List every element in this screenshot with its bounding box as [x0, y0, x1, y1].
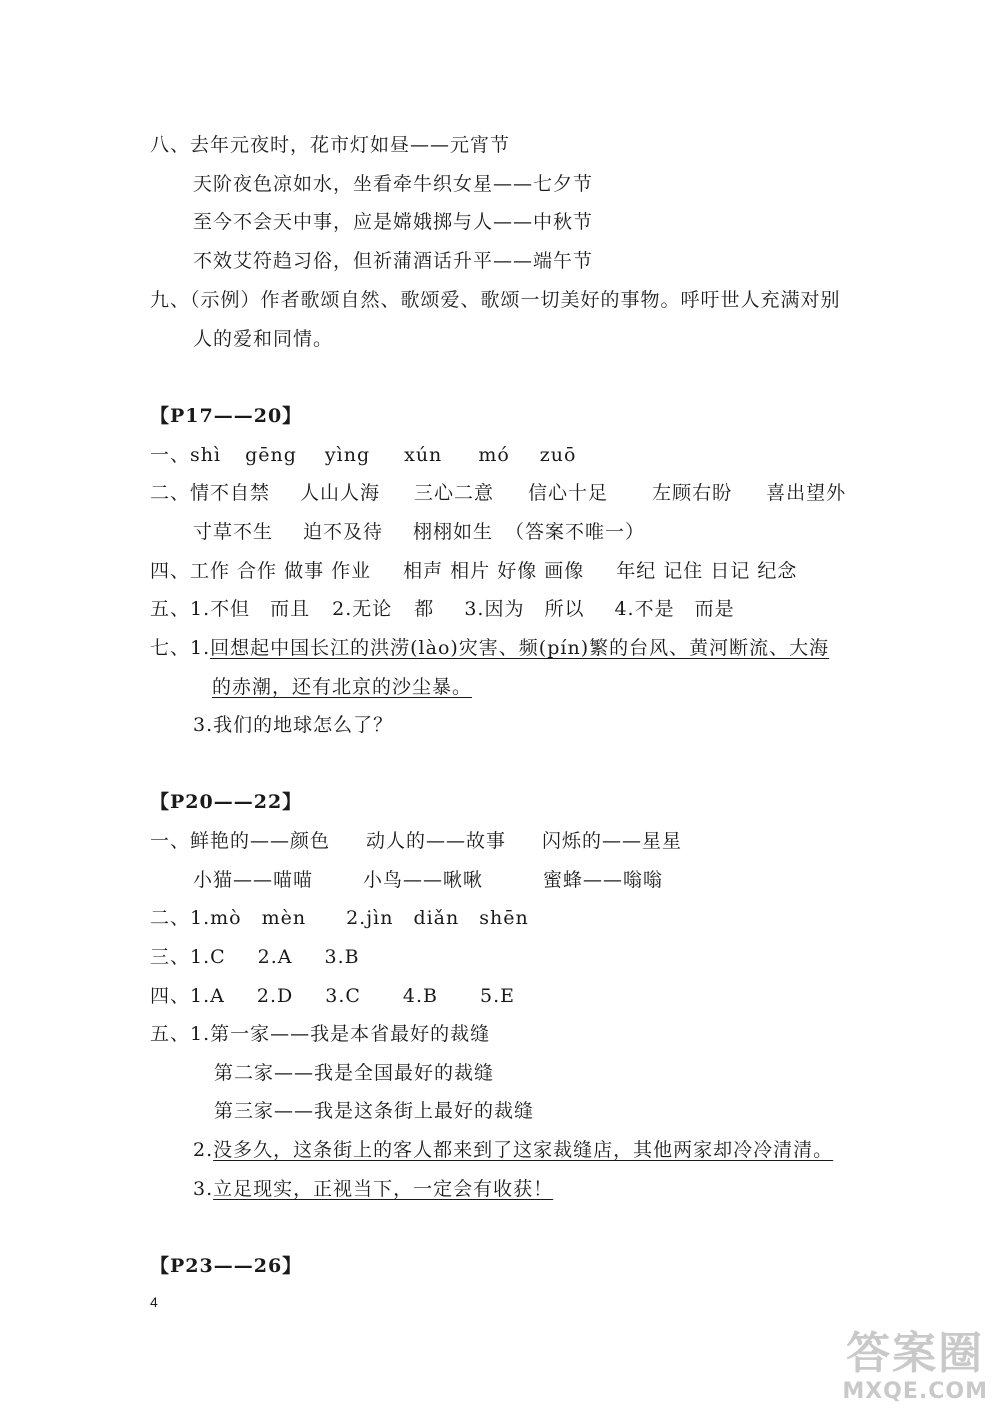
choice-answer: 四、1.A [150, 985, 225, 1007]
word-group: 年纪 记住 日记 纪念 [616, 560, 798, 582]
pinyin-item: mèn [261, 907, 307, 929]
idiom: 人山人海 [300, 482, 381, 504]
idiom: 三心二意 [414, 482, 495, 504]
conjunction: 五、1.不但 [150, 598, 251, 620]
pinyin-item: shēn [479, 907, 529, 929]
match-pair: 闪烁的——星星 [542, 830, 683, 852]
conjunction: 3.因为 [464, 598, 525, 620]
conjunction: 而且 [270, 598, 311, 620]
p20-er-row [150, 906, 529, 930]
word-group: 四、工作 合作 做事 作业 [150, 560, 372, 582]
choice-answer: 3.B [324, 946, 360, 968]
watermark-logo [842, 1329, 988, 1404]
conjunction: 2.无论 [332, 598, 393, 620]
pinyin-item: mó [478, 444, 510, 466]
p17-er-row2 [193, 520, 645, 544]
idiom: 二、情不自禁 [150, 482, 271, 504]
match-pair: 小猫——喵喵 [193, 869, 314, 891]
watermark-title: 答案圈 [846, 1328, 985, 1379]
conjunction: 都 [414, 598, 435, 620]
p20-yi-row1 [150, 829, 682, 853]
idiom: 喜出望外 [766, 482, 847, 504]
idiom: 迫不及待 [303, 521, 384, 543]
choice-answer: 3.C [325, 985, 361, 1007]
sec9-line1: 九、（示例）作者歌颂自然、歌颂爱、歌颂一切美好的事物。呼吁世人充满对别 [150, 289, 841, 311]
sec8-line3: 至今不会天中事，应是嫦娥掷与人——中秋节 [193, 211, 594, 233]
choice-answer: 三、1.C [150, 946, 226, 968]
p17-qi-row1 [150, 636, 829, 660]
conjunction: 所以 [544, 598, 585, 620]
choice-answer: 2.D [256, 985, 294, 1007]
p20-wu-row1c: 第三家——我是这条街上最好的裁缝 [214, 1100, 535, 1122]
section-header-p23: 【P23——26】 [150, 1255, 303, 1277]
conjunction: 而是 [694, 598, 735, 620]
p17-er-row1 [150, 481, 846, 505]
pinyin-item: diǎn [413, 907, 460, 929]
item-prefix: 3. [193, 1178, 214, 1200]
conjunction: 4.不是 [614, 598, 675, 620]
p17-si-row [150, 559, 797, 583]
item-prefix: 2. [193, 1139, 214, 1161]
underlined-answer: 没多久，这条街上的客人都来到了这家裁缝店，其他两家却冷冷清清。 [213, 1139, 834, 1161]
idiom: 左顾右盼 [652, 482, 733, 504]
pinyin-item: 2.jìn [346, 907, 394, 929]
idiom-note: （答案不唯一） [505, 521, 646, 543]
sec9-line2: 人的爱和同情。 [193, 328, 334, 350]
p20-si-row [150, 984, 515, 1008]
pinyin-item: zuō [539, 444, 577, 466]
p20-wu-row1b: 第二家——我是全国最好的裁缝 [214, 1062, 495, 1084]
page-number: 4 [150, 1294, 158, 1310]
p17-wu-row [150, 597, 735, 621]
sec8-line4: 不效艾符趋习俗，但祈蒲酒话升平——端午节 [193, 250, 594, 272]
word-group: 相声 相片 好像 画像 [403, 560, 585, 582]
p20-wu-row2 [193, 1138, 833, 1162]
section-header-p17: 【P17——20】 [150, 405, 303, 427]
pinyin-item: 二、1.mò [150, 907, 242, 929]
match-pair: 小鸟——啾啾 [363, 869, 484, 891]
p17-yi-row [150, 443, 576, 467]
section-header-p20: 【P20——22】 [150, 791, 303, 813]
sec8-line1: 八、去年元夜时，花市灯如昼——元宵节 [150, 134, 511, 156]
p20-wu-row3 [193, 1177, 553, 1201]
choice-answer: 5.E [480, 985, 515, 1007]
item-prefix: 七、1. [150, 637, 211, 659]
idiom: 信心十足 [528, 482, 609, 504]
p17-qi-row2: 的赤潮，还有北京的沙尘暴。 [212, 676, 473, 698]
match-pair: 蜜蜂——嗡嗡 [543, 869, 664, 891]
p17-qi-row3: 3.我们的地球怎么了？ [193, 714, 394, 736]
choice-answer: 4.B [402, 985, 438, 1007]
match-pair: 一、鲜艳的——颜色 [150, 830, 331, 852]
underlined-answer: 回想起中国长江的洪涝(lào)灾害、频(pín)繁的台风、黄河断流、大海 [210, 637, 830, 659]
match-pair: 动人的——故事 [366, 830, 507, 852]
pinyin-item: yìng [324, 444, 371, 466]
idiom: 栩栩如生 [413, 521, 494, 543]
pinyin-item: 一、shì [150, 444, 222, 466]
pinyin-item: xún [404, 444, 443, 466]
choice-answer: 2.A [257, 946, 293, 968]
p20-san-row [150, 945, 360, 969]
idiom: 寸草不生 [193, 521, 274, 543]
p20-wu-row1: 五、1.第一家——我是本省最好的裁缝 [150, 1023, 491, 1045]
watermark-url: MXQE.COM [842, 1379, 988, 1404]
underlined-answer: 立足现实，正视当下，一定会有收获！ [213, 1178, 554, 1200]
p20-yi-row2 [193, 868, 663, 892]
pinyin-item: gēng [245, 444, 297, 466]
sec8-line2: 天阶夜色凉如水，坐看牵牛织女星——七夕节 [193, 173, 594, 195]
